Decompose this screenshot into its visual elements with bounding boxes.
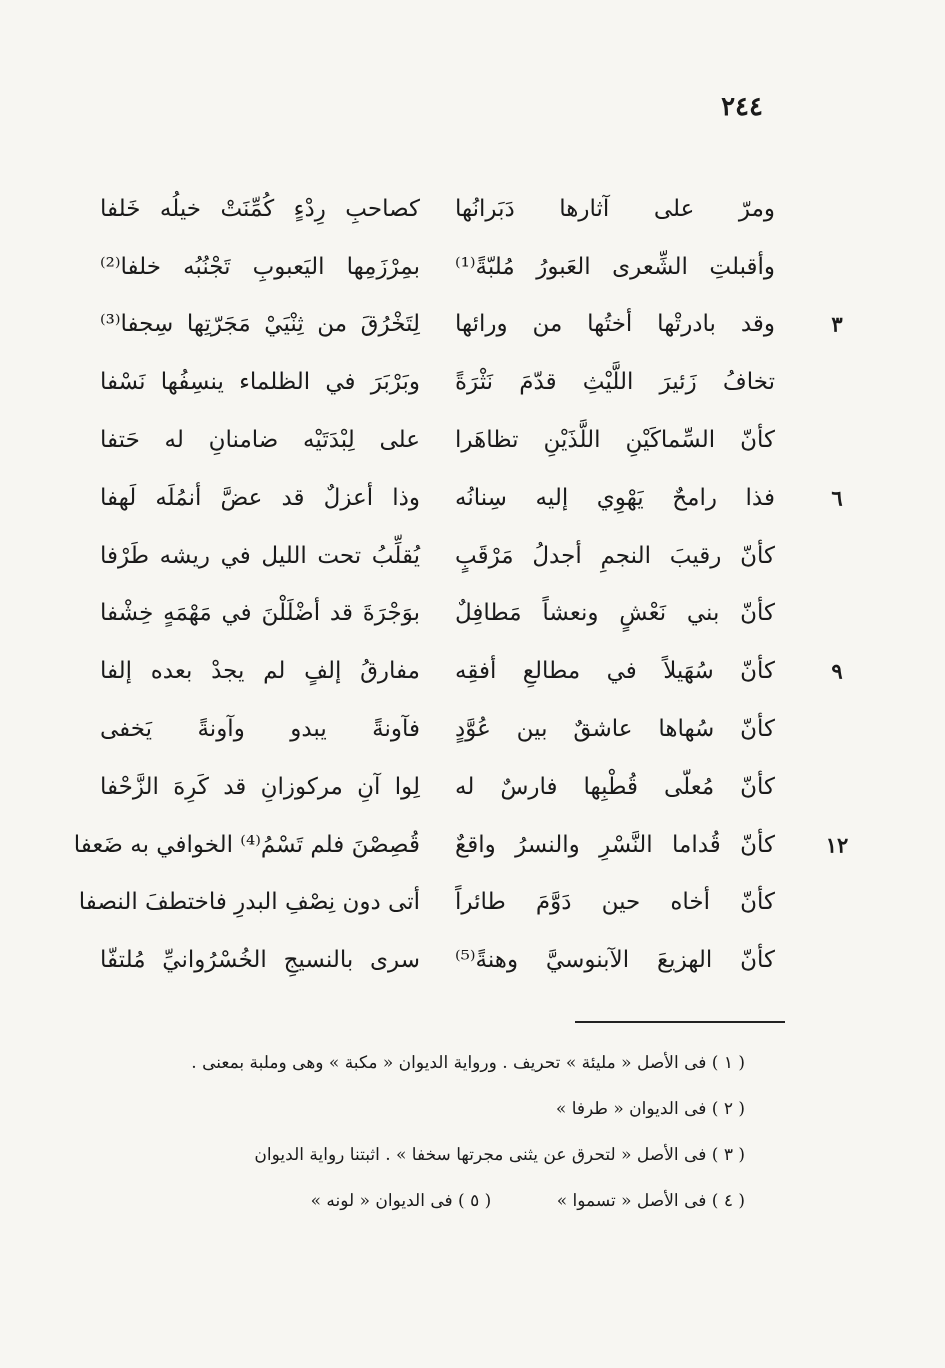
verse-line	[100, 411, 860, 469]
poem-body	[73, 180, 860, 989]
verse-line	[100, 700, 860, 758]
footnote	[145, 1178, 745, 1224]
footnote-text: ( ١ ) فى الأصل « مليئة » تحريف . ورواية الديوان « مكبة » وهى وملبة بمعنى .	[191, 1053, 745, 1073]
verse-second-hemistich: بمِرْزَمِها اليَعبوبِ تَجْنُبُه خلفا⁽²⁾	[100, 253, 420, 280]
verse-second-hemistich: مفارقُ إلفٍ لم يجدْ بعده إلفا	[100, 658, 420, 685]
verse-first-hemistich: كأنّ سُهَيلاً في مطالعِ أفقِه	[455, 658, 775, 685]
verse-line	[100, 642, 860, 700]
verse-line	[100, 469, 860, 527]
footnote-text: ( ٣ ) فى الأصل « لتحرق عن يثنى مجرتها سخفا » . اثبتنا رواية الديوان	[254, 1145, 745, 1165]
verse-second-hemistich: بوَجْرَةَ قد أضْلَلْنَ في مَهْمَهٍ خِشْفا	[100, 600, 420, 627]
verse-line	[100, 353, 860, 411]
verse-line	[100, 931, 860, 989]
verse-second-hemistich: لِتَخْرُقَ من ثِنْيَيْ مَجَرّتِها سِجفا⁽³⁾	[100, 311, 420, 338]
verse-first-hemistich: كأنّ مُعلّى قُطْبِها فارسٌ له	[455, 773, 775, 800]
verse-first-hemistich: كأنّ الهزيعَ الآبنوسيَّ وهنةً⁽⁵⁾	[455, 947, 775, 974]
verse-second-hemistich: وبَرْبَرَ في الظلماء ينسِفُها نَسْفا	[100, 369, 420, 396]
footnote	[145, 1086, 745, 1132]
verse-line	[100, 527, 860, 585]
verse-line	[100, 180, 860, 238]
verse-second-hemistich: وذا أعزلٌ قد عضَّ أنمُلَه لَهفا	[100, 484, 420, 511]
verse-number: ٦	[831, 485, 843, 511]
footnote-text: ( ٥ ) فى الديوان « لونه »	[310, 1191, 492, 1211]
verse-first-hemistich: تخافُ زَئيرَ اللَّيْثِ قدّمَ نَثْرَةً	[455, 369, 775, 396]
verse-second-hemistich: سرى بالنسيجِ الخُسْرُوانيِّ مُلتفّا	[100, 947, 420, 974]
verse-number: ٣	[831, 311, 843, 337]
verse-second-hemistich: يُقلِّبُ تحت الليل في ريشه طَرْفا	[100, 542, 420, 569]
verse-second-hemistich: كصاحبِ رِدْءٍ كُمِّنَتْ خيلُه خَلفا	[100, 195, 420, 222]
footnotes	[145, 1040, 745, 1224]
verse-first-hemistich: فذا رامحٌ يَهْوِي إليه سِنانُه	[455, 484, 775, 511]
verse-first-hemistich: وقد بادرتْها أختُها من ورائها	[455, 311, 775, 338]
verse-second-hemistich: قُصِصْنَ فلم تَسْمُ⁽⁴⁾ الخوافي به ضَعفا	[73, 831, 420, 858]
verse-first-hemistich: وأقبلتِ الشِّعرى العَبورُ مُلبّةً⁽¹⁾	[455, 253, 775, 280]
footnote-text: ( ٢ ) فى الديوان « طرفا »	[555, 1099, 745, 1119]
verse-first-hemistich: كأنّ بني نَعْشٍ ونعشاً مَطافِلٌ	[455, 600, 775, 627]
verse-second-hemistich: أتى دون نِصْفِ البدرِ فاختطفَ النصفا	[78, 889, 420, 916]
verse-line	[100, 296, 860, 354]
verse-second-hemistich: على لِبْدَتَيْه ضامنانِ له حَتفا	[100, 427, 420, 454]
verse-first-hemistich: كأنّ قُداما النَّسْرِ والنسرُ واقعٌ	[455, 831, 775, 858]
page-number: ٢٤٤	[721, 92, 763, 122]
verse-line	[78, 874, 860, 932]
footnote	[145, 1132, 745, 1178]
verse-number: ٩	[831, 658, 843, 684]
footnote	[145, 1040, 745, 1086]
verse-first-hemistich: كأنّ أخاه حين دَوَّمَ طائراً	[455, 889, 775, 916]
verse-first-hemistich: كأنّ السِّماكَيْنِ اللَّذَيْنِ تظاهَرا	[455, 427, 775, 454]
verse-line	[100, 758, 860, 816]
verse-line	[73, 816, 860, 874]
footnote-divider	[575, 1021, 785, 1023]
verse-first-hemistich: كأنّ سُهاها عاشقٌ بين عُوَّدٍ	[455, 716, 775, 743]
verse-first-hemistich: كأنّ رقيبَ النجمِ أجدلُ مَرْقَبٍ	[455, 542, 775, 569]
verse-second-hemistich: فآونةً يبدو وآونةً يَخفى	[100, 716, 420, 743]
verse-first-hemistich: ومرّ على آثارها دَبَرانُها	[455, 195, 775, 222]
verse-line	[100, 238, 860, 296]
footnote-text: ( ٤ ) فى الأصل « تسموا »	[556, 1191, 745, 1211]
verse-number: ١٢	[825, 832, 849, 858]
verse-second-hemistich: لِوا آنِ مركوزانِ قد كَرِهَ الزَّحْفا	[100, 773, 420, 800]
verse-line	[100, 585, 860, 643]
